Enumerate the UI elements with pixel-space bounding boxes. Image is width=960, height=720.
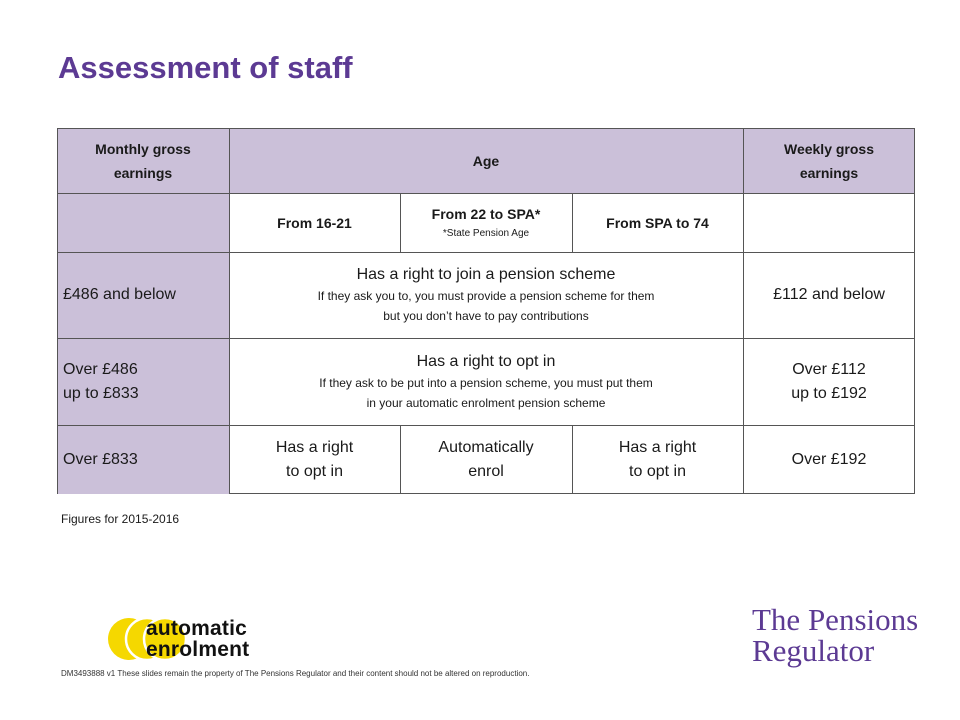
ae-wordmark-line1: automatic [146, 617, 247, 640]
row3-band3-line1: Has a right [618, 438, 697, 456]
row2-monthly-line2: up to £833 [63, 384, 139, 402]
row1-heading: Has a right to join a pension scheme [356, 266, 616, 283]
grid-line [400, 425, 401, 494]
grid-line [914, 128, 915, 494]
automatic-enrolment-wordmark [146, 618, 249, 660]
grid-line [57, 128, 58, 494]
ae-wordmark-line2: enrolment [146, 638, 250, 661]
band-row-left-spacer [57, 193, 229, 252]
header-age [229, 128, 743, 193]
row1-detail-1: If they ask you to, you must provide a pension scheme for them [317, 289, 655, 303]
row1-monthly [57, 252, 229, 338]
row3-monthly-value: Over £833 [63, 450, 138, 468]
grid-line [57, 338, 915, 339]
row2-detail-2: in your automatic enrolment pension scheme [366, 395, 606, 410]
tpr-logo-line2: Regulator [752, 633, 875, 668]
age-band-spa-74-label: From SPA to 74 [606, 214, 709, 231]
header-weekly [743, 128, 915, 193]
grid-line [57, 425, 915, 426]
row3-band1-line1: Has a right [275, 438, 354, 456]
grid-line [57, 128, 915, 129]
row2-monthly [57, 338, 229, 425]
row1-detail-2: but you don’t have to pay contributions [383, 309, 589, 323]
age-band-16-21-label: From 16-21 [277, 214, 352, 231]
row3-monthly [57, 425, 229, 494]
row3-band3 [572, 425, 743, 494]
grid-line [400, 193, 401, 252]
row1-rule [229, 252, 743, 338]
row1-weekly [743, 252, 915, 338]
tpr-logo-line1: The Pensions [752, 602, 919, 637]
row3-band2 [400, 425, 572, 494]
grid-line [57, 193, 915, 194]
header-monthly-label: Monthly gross earnings [95, 140, 191, 181]
row2-heading: Has a right to opt in [416, 352, 556, 370]
row3-band2-line1: Automatically [438, 438, 534, 456]
header-age-label: Age [472, 152, 500, 169]
disclaimer-text: DM3493888 v1 These slides remain the property of The Pensions Regulator and their content should not be altered on reproduction. [61, 669, 530, 678]
header-weekly-label: Weekly gross earnings [783, 140, 874, 181]
spa-footnote: *State Pension Age [442, 227, 530, 239]
row1-weekly-value: £112 and below [773, 286, 885, 303]
page-title: Assessment of staff [58, 50, 353, 85]
pensions-regulator-logo [752, 604, 918, 666]
row3-weekly [743, 425, 915, 494]
figures-footnote: Figures for 2015-2016 [61, 512, 180, 526]
row3-band1-line2: to opt in [286, 462, 343, 480]
row2-rule [229, 338, 743, 425]
grid-line [572, 193, 573, 252]
age-band-16-21 [229, 193, 400, 252]
row2-weekly-line1: Over £112 [792, 360, 866, 378]
row2-monthly-line1: Over £486 [63, 360, 138, 378]
row3-band3-line2: to opt in [629, 462, 686, 480]
row3-band1 [229, 425, 400, 494]
grid-line [229, 128, 230, 494]
row3-weekly-value: Over £192 [791, 450, 867, 468]
grid-line [229, 493, 915, 494]
age-band-22-spa-label: From 22 to SPA* [431, 205, 541, 222]
grid-line [743, 128, 744, 494]
band-row-right-spacer [743, 193, 915, 252]
age-band-22-spa [400, 193, 572, 252]
row2-weekly [743, 338, 915, 425]
row1-monthly-value: £486 and below [63, 286, 176, 303]
assessment-table [57, 128, 915, 494]
row2-weekly-line2: up to £192 [791, 384, 867, 402]
row3-band2-line2: enrol [468, 462, 504, 480]
grid-line [57, 252, 915, 253]
age-band-spa-74 [572, 193, 743, 252]
header-monthly [57, 128, 229, 193]
row2-detail-1: If they ask to be put into a pension scheme, you must put them [319, 375, 653, 390]
grid-line [572, 425, 573, 494]
